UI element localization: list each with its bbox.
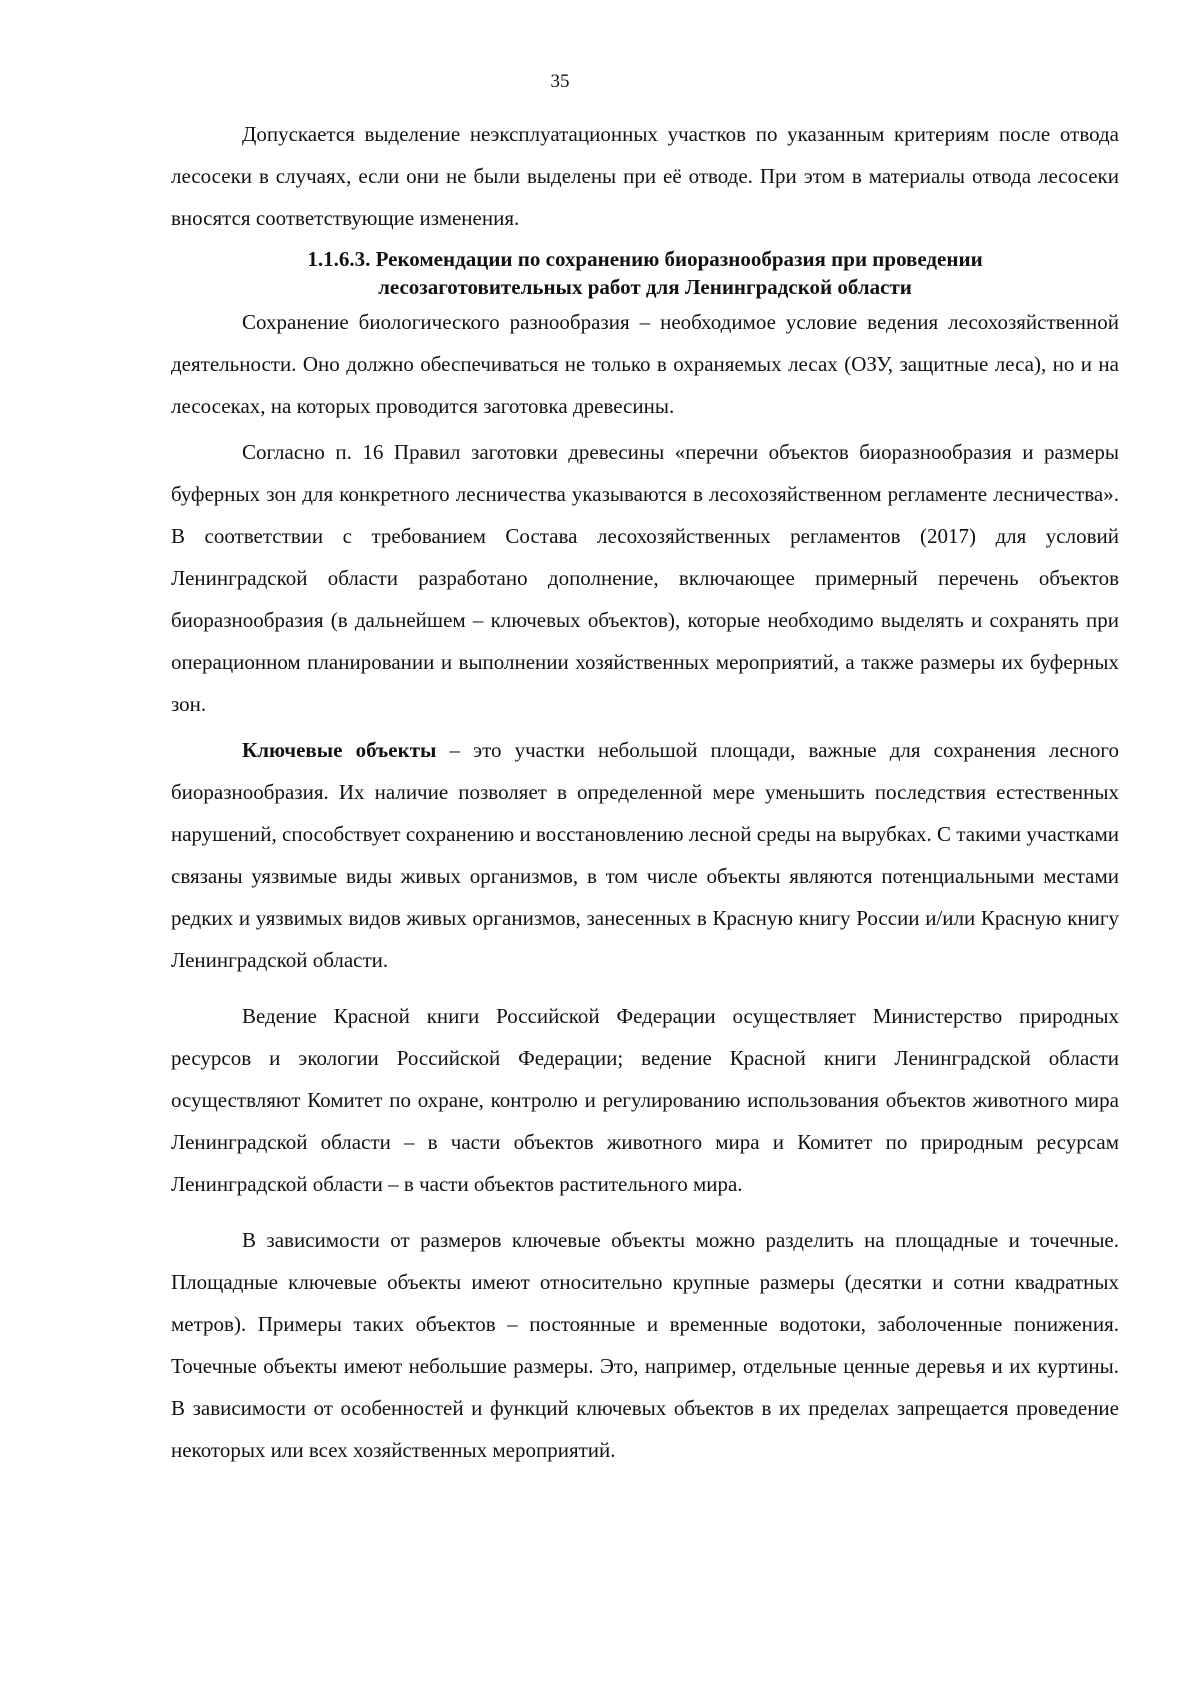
section-heading bbox=[171, 245, 1119, 301]
paragraph-biodiversity-conservation: Сохранение биологического разнообразия – необходимое условие ведения лесохозяйственной деятельности. Оно должно обеспечиваться не только в охраняемых лесах (ОЗУ, защитные леса), но и на лесосеках, на которых проводится заготовка древесины. bbox=[171, 310, 1119, 418]
key-objects-term: Ключевые объекты bbox=[242, 738, 437, 762]
key-objects-definition: – это участки небольшой площади, важные для сохранения лесного биоразнообразия. Их наличие позволяет в определенной мере уменьшить последствия естественных нарушений, способствует сохранению и восстановлению лесной среды на вырубках. С такими участками связаны уязвимые виды живых организмов, в том числе объекты являются потенциальными местами редких и уязвимых видов живых организмов, занесенных в Красную книгу России и/или Красную книгу Ленинградской области. bbox=[171, 738, 1119, 972]
paragraph-key-object-types: В зависимости от размеров ключевые объекты можно разделить на площадные и точечные. Площадные ключевые объекты имеют относительно крупные размеры (десятки и сотни квадратных метров). Примеры таких объектов – постоянные и временные водотоки, заболоченные понижения. Точечные объекты имеют небольшие размеры. Это, например, отдельные ценные деревья и их куртины. В зависимости от особенностей и функций ключевых объектов в их пределах запрещается проведение некоторых или всех хозяйственных мероприятий. bbox=[171, 1228, 1119, 1462]
document-body bbox=[171, 113, 1119, 1471]
paragraph-red-book: Ведение Красной книги Российской Федерации осуществляет Министерство природных ресурсов и экологии Российской Федерации; ведение Красной книги Ленинградской области осуществляют Комитет по охране, контролю и регулированию использования объектов животного мира Ленинградской области – в части объектов животного мира и Комитет по природным ресурсам Ленинградской области – в части объектов растительного мира. bbox=[171, 1004, 1119, 1196]
section-heading-line-1: 1.1.6.3. Рекомендации по сохранению биоразнообразия при проведении bbox=[307, 247, 983, 271]
page-number: 35 bbox=[550, 71, 570, 92]
paragraph-harvest-rules: Согласно п. 16 Правил заготовки древесины «перечни объектов биоразнообразия и размеры буферных зон для конкретного лесничества указываются в лесохозяйственном регламенте лесничества». В соответствии с требованием Состава лесохозяйственных регламентов (2017) для условий Ленинградской области разработано дополнение, включающее примерный перечень объектов биоразнообразия (в дальнейшем – ключевых объектов), которые необходимо выделять и сохранять при операционном планировании и выполнении хозяйственных мероприятий, а также размеры их буферных зон. bbox=[171, 440, 1119, 716]
paragraph-key-objects bbox=[171, 729, 1119, 981]
paragraph-non-exploitation-areas: Допускается выделение неэксплуатационных участков по указанным критериям после отвода лесосеки в случаях, если они не были выделены при её отводе. При этом в материалы отвода лесосеки вносятся соответствующие изменения. bbox=[171, 122, 1119, 230]
section-heading-line-2: лесозаготовительных работ для Ленинградской области bbox=[378, 275, 912, 299]
